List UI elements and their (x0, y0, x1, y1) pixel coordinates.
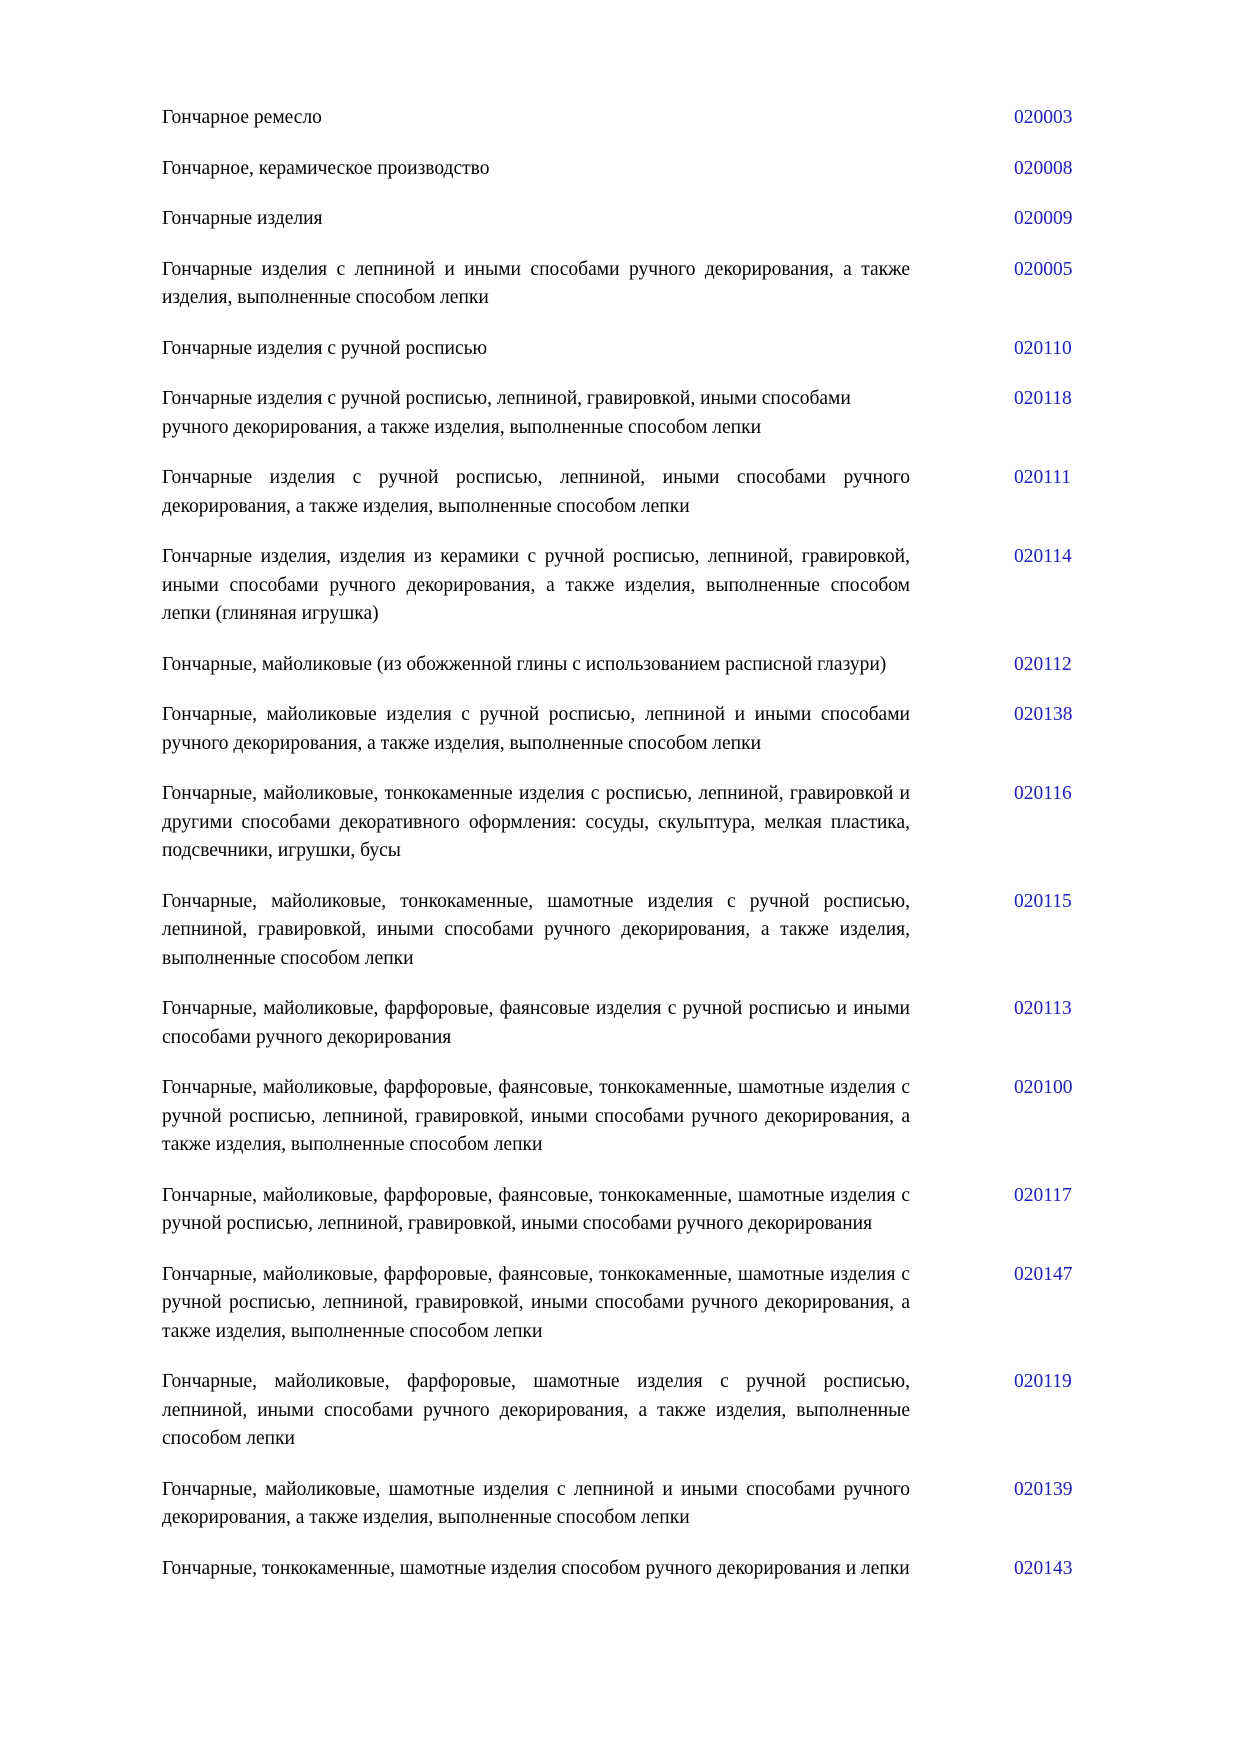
entry-code: 020138 (1014, 704, 1073, 725)
entry-code: 020008 (1014, 157, 1073, 179)
classifier-entry-row (162, 335, 1090, 364)
entry-description: Гончарные изделия с лепниной и иными способами ручного декорирования, а также изделия, выполненные способом лепки (162, 258, 910, 308)
entry-code: 020143 (1014, 1557, 1073, 1579)
entry-description: Гончарные, майоликовые, шамотные изделия с лепниной и иными способами ручного декорирования, а также изделия, выполненные способом лепки (162, 1478, 910, 1528)
entry-code: 020115 (1014, 890, 1072, 912)
classifier-entry-row (162, 888, 1090, 974)
entry-code: 020118 (1014, 388, 1072, 409)
classifier-entry-row (162, 995, 1090, 1052)
entry-description: Гончарные изделия с ручной росписью, лепниной, гравировкой, иными способами ручного декорирования, а также изделия, выполненные способом лепки (162, 388, 851, 438)
classifier-entry-row (162, 155, 1090, 184)
entry-code: 020139 (1014, 1478, 1073, 1500)
classifier-entry-row (162, 385, 1090, 442)
entry-code: 020112 (1014, 653, 1072, 675)
classifier-entry-row (162, 104, 1090, 133)
classifier-entry-row (162, 205, 1090, 234)
entry-code: 020110 (1014, 337, 1072, 359)
entry-description: Гончарные, майоликовые (из обожженной глины с использованием расписной глазури) (162, 653, 887, 675)
entry-description: Гончарные, тонкокаменные, шамотные изделия способом ручного декорирования и лепки (162, 1557, 910, 1579)
entry-code: 020100 (1014, 1077, 1073, 1098)
classifier-entry-row (162, 1182, 1090, 1239)
classifier-entry-row (162, 1261, 1090, 1347)
entry-code: 020119 (1014, 1371, 1072, 1392)
classifier-entry-row (162, 651, 1090, 680)
classifier-entry-row (162, 701, 1090, 758)
classifier-entry-row (162, 1074, 1090, 1160)
classifier-entry-row (162, 1368, 1090, 1454)
entry-code: 020005 (1014, 258, 1073, 280)
entry-description: Гончарное, керамическое производство (162, 157, 490, 179)
entry-code: 020116 (1014, 783, 1072, 804)
entry-description: Гончарные, майоликовые, фарфоровые, фаянсовые изделия с ручной росписью и иными способами ручного декорирования (162, 998, 910, 1048)
entry-description: Гончарные, майоликовые, тонкокаменные изделия с росписью, лепниной, гравировкой и другими способами декоративного оформления: сосуды, скульптура, мелкая пластика, подсвечники, игрушки, бусы (162, 783, 910, 861)
entry-description: Гончарные, майоликовые изделия с ручной росписью, лепниной и иными способами ручного декорирования, а также изделия, выполненные способом лепки (162, 704, 910, 754)
classifier-entry-row (162, 464, 1090, 521)
entry-code: 020147 (1014, 1263, 1073, 1285)
classifier-entry-row (162, 543, 1090, 629)
entry-description: Гончарные изделия (162, 208, 323, 229)
entry-description: Гончарные, майоликовые, тонкокаменные, шамотные изделия с ручной росписью, лепниной, гравировкой, иными способами ручного декорирования, а также изделия, выполненные способом лепки (162, 890, 910, 969)
classifier-entry-row (162, 780, 1090, 866)
entry-code: 020114 (1014, 546, 1072, 567)
entry-description: Гончарные, майоликовые, фарфоровые, фаянсовые, тонкокаменные, шамотные изделия с ручной росписью, лепниной, гравировкой, иными способами ручного декорирования, а также изделия, выполненные способом лепки (162, 1263, 910, 1342)
entry-description: Гончарные, майоликовые, фарфоровые, фаянсовые, тонкокаменные, шамотные изделия с ручной росписью, лепниной, гравировкой, иными способами ручного декорирования (162, 1184, 910, 1234)
classifier-entry-row (162, 1555, 1090, 1584)
classifier-entry-list (162, 104, 1090, 1583)
entry-code: 020117 (1014, 1184, 1072, 1206)
classifier-entry-row (162, 1476, 1090, 1533)
entry-description: Гончарные изделия, изделия из керамики с ручной росписью, лепниной, гравировкой, иными способами ручного декорирования, а также изделия, выполненные способом лепки (глиняная игрушка) (162, 546, 910, 624)
classifier-entry-row (162, 256, 1090, 313)
entry-description: Гончарные, майоликовые, фарфоровые, фаянсовые, тонкокаменные, шамотные изделия с ручной росписью, лепниной, гравировкой, иными способами ручного декорирования, а также изделия, выполненные способом лепки (162, 1077, 910, 1155)
entry-code: 020111 (1014, 467, 1072, 488)
entry-description: Гончарные, майоликовые, фарфоровые, шамотные изделия с ручной росписью, лепниной, иными способами ручного декорирования, а также изделия, выполненные способом лепки (162, 1371, 910, 1449)
entry-code: 020113 (1014, 998, 1072, 1019)
entry-description: Гончарное ремесло (162, 107, 322, 128)
entry-code: 020009 (1014, 208, 1073, 229)
entry-description: Гончарные изделия с ручной росписью (162, 337, 488, 359)
entry-description: Гончарные изделия с ручной росписью, лепниной, иными способами ручного декорирования, а также изделия, выполненные способом лепки (162, 467, 910, 517)
entry-code: 020003 (1014, 107, 1073, 128)
